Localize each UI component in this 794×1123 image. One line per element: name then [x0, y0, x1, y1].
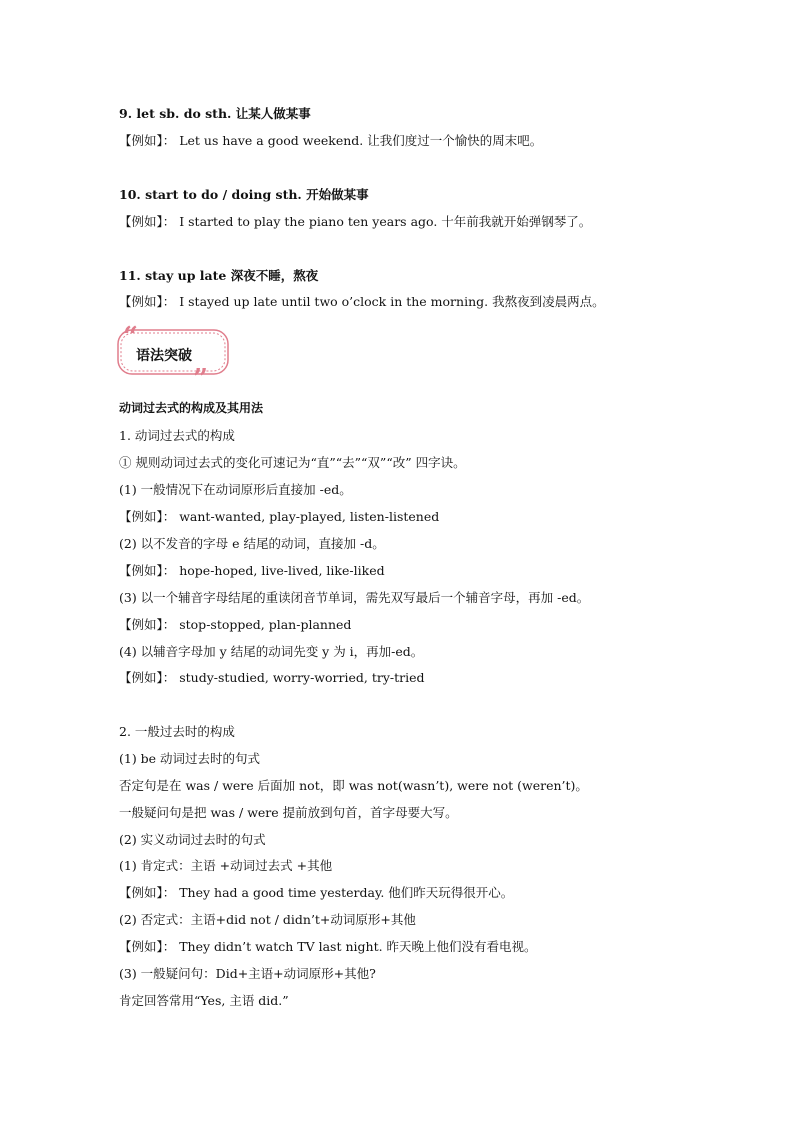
grammar-line: 1. 动词过去式的构成	[119, 428, 235, 443]
grammar-line: (3) 以一个辅音字母结尾的重读闭音节单词，需先双写最后一个辅音字母，再加 -ed。	[119, 590, 590, 605]
grammar-line: (2) 实义动词过去时的句式	[119, 832, 266, 847]
phrase-title: 9. let sb. do sth. 让某人做某事	[119, 106, 311, 121]
example-line: 【例如】： want-wanted, play-played, listen-listened	[119, 509, 440, 524]
grammar-line: 否定句是在 was / were 后面加 not，即 was not(wasn’t), were not (weren’t)。	[119, 778, 588, 793]
grammar-line: ① 规则动词过去式的变化可速记为“直”“去”“双”“改” 四字诀。	[119, 455, 466, 470]
grammar-line: (2) 以不发音的字母 e 结尾的动词，直接加 -d。	[119, 536, 385, 551]
grammar-line: (1) be 动词过去时的句式	[119, 751, 261, 766]
example-line: 【例如】： study-studied, worry-worried, try-tried	[119, 670, 425, 685]
example-line: 【例如】： They had a good time yesterday. 他们昨天玩得很开心。	[119, 885, 514, 900]
phrase-example: 【例如】： I stayed up late until two o’clock in the morning. 我熬夜到凌晨两点。	[119, 294, 605, 309]
grammar-line: (1) 肯定式：主语 +动词过去式 +其他	[119, 858, 333, 873]
example-line: 【例如】： hope-hoped, live-lived, like-liked	[119, 563, 385, 578]
grammar-line: 肯定回答常用“Yes, 主语 did.”	[119, 993, 289, 1008]
grammar-line: (3) 一般疑问句：Did+主语+动词原形+其他?	[119, 966, 376, 981]
phrase-example: 【例如】： I started to play the piano ten years ago. 十年前我就开始弹钢琴了。	[119, 214, 592, 229]
section-badge-label: 语法突破	[136, 348, 192, 364]
grammar-line: 一般疑问句是把 was / were 提前放到句首，首字母要大写。	[119, 805, 458, 820]
phrase-title: 11. stay up late 深夜不睡，熬夜	[119, 268, 319, 283]
open-quote-icon: “	[123, 323, 138, 352]
example-line: 【例如】： They didn’t watch TV last night. 昨天晚上他们没有看电视。	[119, 939, 537, 954]
phrase-title: 10. start to do / doing sth. 开始做某事	[119, 187, 369, 202]
grammar-heading: 动词过去式的构成及其用法	[119, 401, 264, 415]
grammar-line: (2) 否定式：主语+did not / didn’t+动词原形+其他	[119, 912, 416, 927]
grammar-line: (4) 以辅音字母加 y 结尾的动词先变 y 为 i，再加-ed。	[119, 644, 424, 659]
grammar-line: (1) 一般情况下在动词原形后直接加 -ed。	[119, 482, 352, 497]
example-line: 【例如】： stop-stopped, plan-planned	[119, 617, 352, 632]
grammar-line: 2. 一般过去时的构成	[119, 724, 235, 739]
phrase-example: 【例如】： Let us have a good weekend. 让我们度过一个愉快的周末吧。	[119, 133, 543, 148]
close-quote-icon: ”	[193, 364, 208, 381]
